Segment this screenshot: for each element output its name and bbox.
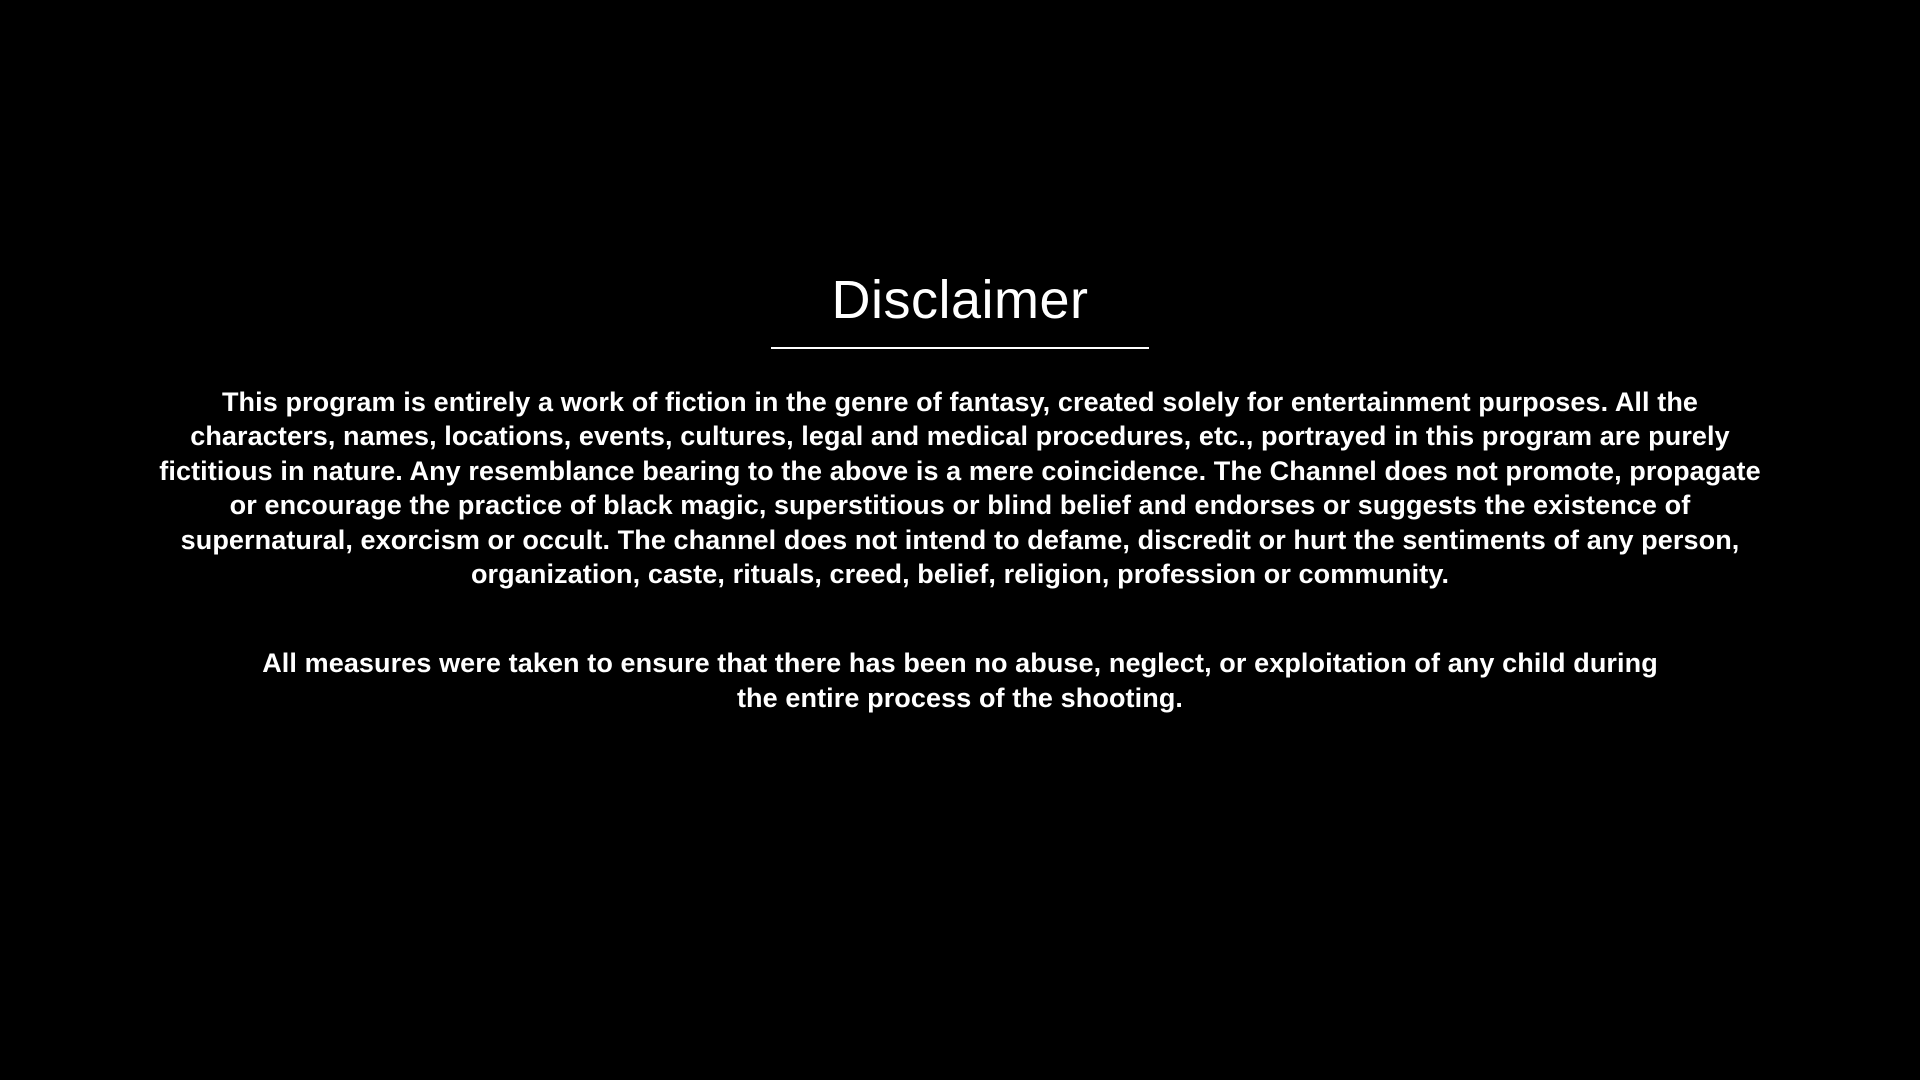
- page-title: Disclaimer: [831, 270, 1089, 330]
- disclaimer-paragraph-primary: This program is entirely a work of fiction in the genre of fantasy, created solely for entertainment purposes. All the characters, names, locations, events, cultures, legal and medical procedures, etc., portrayed in this program are purely fictitious in nature. Any resemblance bearing to the above is a mere coincidence. The Channel does not promote, propagate or encourage the practice of black magic, superstitious or blind belief and endorses or suggests the existence of supernatural, exorcism or occult. The channel does not intend to defame, discredit or hurt the sentiments of any person, organization, caste, rituals, creed, belief, religion, profession or community.: [159, 386, 1761, 590]
- disclaimer-title-block: [771, 272, 1149, 349]
- disclaimer-paragraph-secondary: All measures were taken to ensure that there has been no abuse, neglect, or exploitation of any child during the entire process of the shooting.: [262, 647, 1658, 713]
- title-underline-divider: [771, 347, 1149, 349]
- disclaimer-body: [140, 385, 1780, 715]
